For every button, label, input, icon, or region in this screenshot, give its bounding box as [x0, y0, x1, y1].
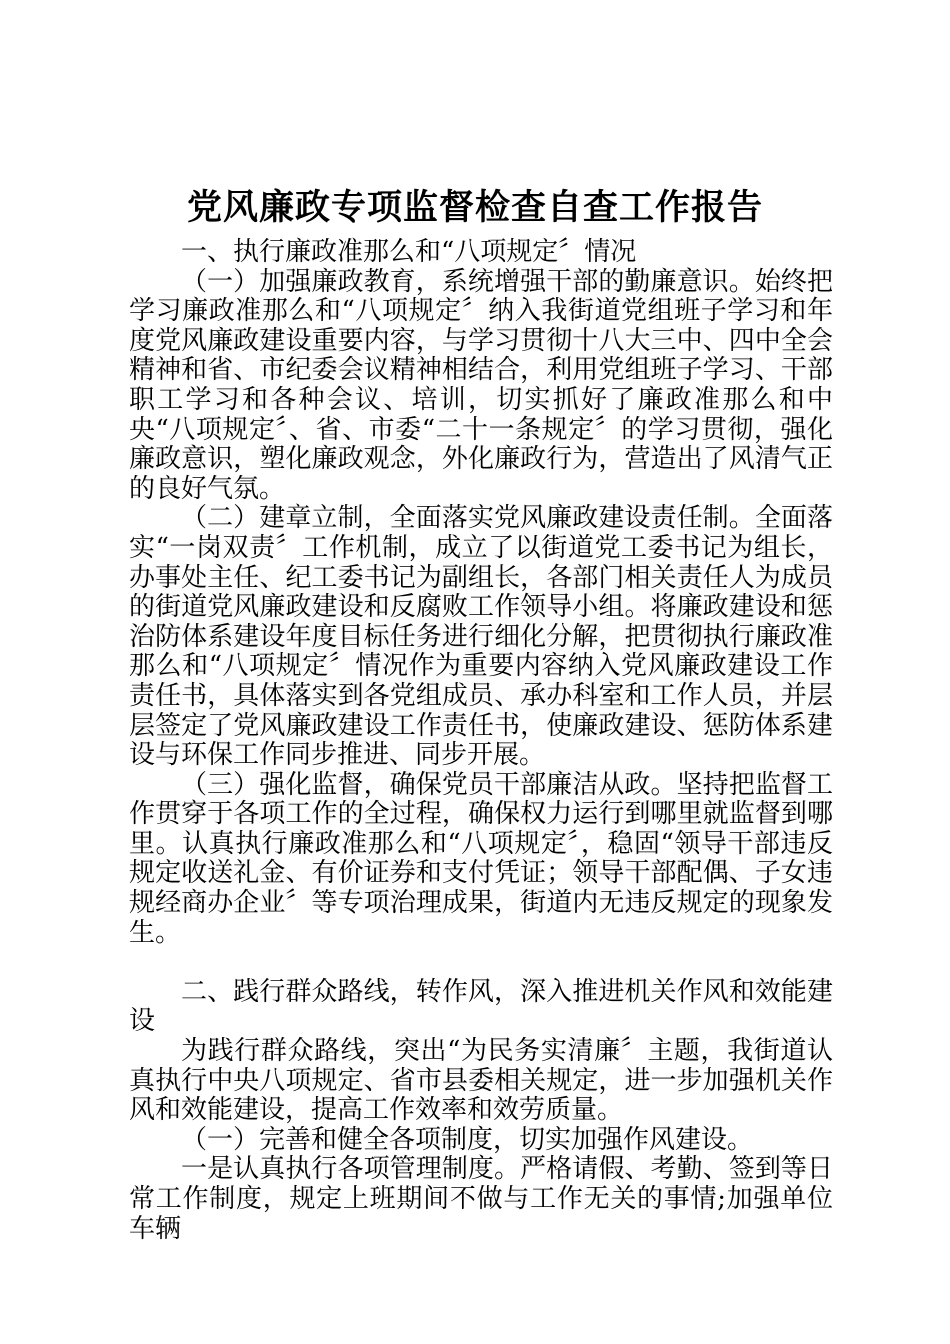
paragraph-1-2: （二）建章立制，全面落实党风廉政建设责任制。全面落实“一岗双责〞工作机制，成立了以街道党工委书记为组长，办事处主任、纪工委书记为副组长，各部门相关责任人为成员的街道党风廉政建设和反腐败工作领导小组。将廉政建设和惩治防体系建设年度目标任务进行细化分解，把贯彻执行廉政准那么和“八项规定〞情况作为重要内容纳入党风廉政建设工作责任书，具体落实到各党组成员、承办科室和工作人员，并层层签定了党风廉政建设工作责任书，使廉政建设、惩防体系建设与环保工作同步推进、同步开展。	[129, 503, 833, 771]
paragraph-1-1: （一）加强廉政教育，系统增强干部的勤廉意识。始终把学习廉政准那么和“八项规定〞纳入我街道党组班子学习和年度党风廉政建设重要内容，与学习贯彻十八大三中、四中全会精神和省、市纪委会议精神相结合，利用党组班子学习、干部职工学习和各种会议、培训，切实抓好了廉政准那么和中央“八项规定〞、省、市委“二十一条规定〞的学习贯彻，强化廉政意识，塑化廉政观念，外化廉政行为，营造出了风清气正的良好气氛。	[129, 266, 833, 504]
paragraph-2-intro: 为践行群众路线，突出“为民务实清廉〞主题，我街道认真执行中央八项规定、省市县委相关规定，进一步加强机关作风和效能建设，提高工作效率和效劳质量。	[129, 1036, 833, 1126]
paragraph-1-3: （三）强化监督，确保党员干部廉洁从政。坚持把监督工作贯穿于各项工作的全过程，确保权力运行到哪里就监督到哪里。认真执行廉政准那么和“八项规定〞，稳固“领导干部违反规定收送礼金、有价证券和支付凭证；领导干部配偶、子女违规经商办企业〞等专项治理成果，街道内无违反规定的现象发生。	[129, 769, 833, 948]
subheading-2-1: （一）完善和健全各项制度，切实加强作风建设。	[181, 1124, 754, 1155]
paragraph-2-1-1: 一是认真执行各项管理制度。严格请假、考勤、签到等日常工作制度，规定上班期间不做与工作无关的事情;加强单位车辆	[129, 1154, 833, 1244]
document-title: 党风廉政专项监督检查自查工作报告	[186, 187, 763, 228]
section-heading-1: 一、执行廉政准那么和“八项规定〞情况	[181, 237, 637, 267]
document-body	[129, 238, 833, 1244]
section-spacer	[129, 948, 833, 978]
section-heading-2: 二、践行群众路线，转作风，深入推进机关作风和效能建设	[129, 976, 833, 1037]
